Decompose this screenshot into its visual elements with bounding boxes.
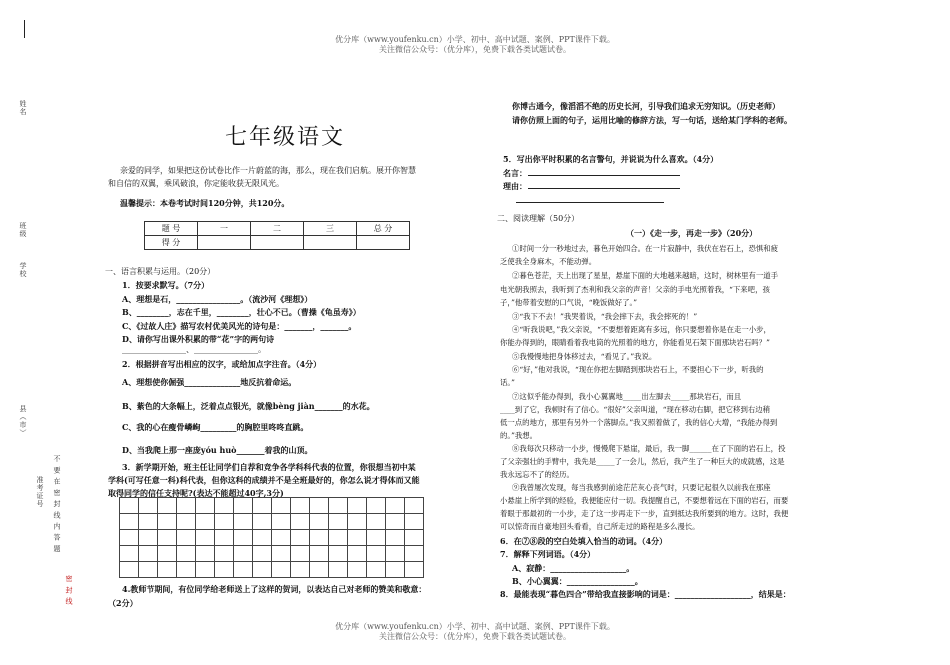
q4-line-1: 4.教师节期间，有位同学给老师送上了这样的贺词，以表达自己对老师的赞美和敬意：	[122, 584, 427, 594]
q1-prompt: 1．按要求默写。（7分）	[122, 280, 210, 290]
para-3: ③“我下不去！”我哭着说，“我会摔下去，我会摔死的！”	[512, 312, 698, 321]
para-2b: 电光朝我照去，我听到了杰利和我父亲的声音！父亲的手电光照着我，“下来吧，孩	[500, 285, 770, 294]
q1c: C、《过故人庄》描写农村优美风光的诗句是：_______，_______。	[122, 321, 357, 331]
score-input-cell[interactable]	[198, 236, 251, 250]
margin-county-label: 县（市）	[19, 405, 27, 437]
margin-seal-label: 密 封 线	[65, 575, 73, 606]
r-instruction: 请你仿照上面的句子，运用比喻的修辞方法，写一句话，送给某门学科的老师。	[512, 115, 792, 125]
score-input-cell[interactable]	[357, 236, 410, 250]
para-7d: 的。”我想。	[500, 431, 538, 440]
q1d-line-1: D、请你写出课外积累的带“花”字的两句诗	[122, 334, 275, 344]
q5-prompt: 5．写出你平时积累的名言警句，并说说为什么喜欢。（4分）	[503, 154, 719, 164]
q2d: D、当我爬上那一座庞yóu huò_______着我的山顶。	[122, 445, 313, 455]
q1d-line-2: ________________、________________。	[122, 345, 266, 354]
para-9d: 可以惊奇而自豪地回头看看，自己所走过的路程是多么漫长。	[500, 522, 700, 531]
q5-extra-line[interactable]	[516, 194, 664, 203]
para-9c: 着眼于那最初的一小步，走了这一步再走下一步，直到抵达我所要到的地方。这时，我便	[500, 509, 789, 518]
score-input-cell[interactable]	[304, 236, 357, 250]
q4-line-2: （2分）	[108, 598, 138, 608]
intro-tip: 温馨提示：本卷考试时间120分钟，共120分。	[120, 198, 290, 208]
q5-name-line[interactable]	[528, 167, 680, 176]
intro-line-1: 亲爱的同学，如果把这份试卷比作一片蔚蓝的海，那么，现在我们启航。展开你智慧	[120, 166, 416, 175]
para-8b: 了父亲强壮的手臂中，我先是_____了一会儿，然后，我产生了一种巨大的成就感，这是	[500, 457, 785, 466]
para-7c: 低一点的地方，那里有另外一个落脚点。”我又照着做了，我的信心大增，“我能办得到	[500, 418, 778, 427]
section-1-heading: 一、语言积累与运用。（20分）	[105, 267, 216, 276]
para-8a: ⑧我每次只移动一小步，慢慢爬下悬崖，最后，我一脚______在了下面的岩石上，投	[512, 444, 786, 453]
para-4a: ④“听我说吧，”我父亲说，“不要想着距离有多远，你只要想着你是在走一小步，	[512, 325, 771, 334]
q2-prompt: 2．根据拼音写出相应的汉字，或给加点字注音。（4分）	[122, 359, 322, 369]
para-6a: ⑥“好，”他对我说，“现在你把左脚踏到那块岩石上，不要担心下一步，听我的	[512, 365, 764, 374]
para-9a: ⑨我曾屡次发现，每当我感到前途茫茫灰心丧气时，只要记起很久以前我在那座	[512, 483, 771, 492]
score-header-cell: 二	[251, 222, 304, 236]
q1b: B、________，志在千里，________，壮心不已。（曹操《龟虽寿》）	[122, 307, 361, 317]
q7a: A、寂静：___________________。	[512, 563, 635, 573]
r-example: 你博古通今，像滔滔不绝的历史长河，引导我们追求无穷知识。（历史老师）	[512, 101, 780, 111]
q3-line-3: 取得同学的信任支持呢?(表达不能超过40字,3分)	[108, 488, 284, 498]
q1a: A、理想是石，________________。（流沙河《理想》）	[122, 294, 313, 304]
margin-no-answer-note: 不 要 在 密 封 线 内 答 题	[53, 455, 61, 553]
score-header-cell: 三	[304, 222, 357, 236]
score-table	[144, 221, 410, 250]
q5-reason-line[interactable]	[528, 180, 680, 189]
para-2a: ②暮色苍茫，天上出现了星星，悬崖下面的大地越来越暗，这时，树林里有一道手	[512, 271, 779, 280]
para-1a: ①时间一分一秒地过去，暮色开始四合。在一片寂静中，我伏在岩石上，恐惧和疲	[512, 244, 779, 253]
para-4b: 你能办得到的，眼睛看着我电筒的光照着的地方，你能看见石架下面那块岩石吗？”	[500, 338, 770, 347]
intro-line-2: 和自信的双翼，乘风破浪，你定能收获无限风光。	[108, 179, 284, 188]
margin-name-label: 姓名	[19, 100, 27, 116]
score-header-cell: 总 分	[357, 222, 410, 236]
para-8c: 我永远忘不了的经历。	[500, 470, 574, 479]
score-input-cell[interactable]	[251, 236, 304, 250]
q3-line-1: 3．新学期开始，班主任让同学们自荐和竞争各学科科代表的位置，你很想当初中某	[122, 462, 416, 472]
q3-line-2: 学科(可写任意一科)科代表，但你这科的成绩并不是全班最好的，你怎么说才得体而又能	[108, 475, 420, 485]
reading-title: （一）《走一步，再走一步》（20分）	[626, 228, 758, 238]
header-line-2: 关注微信公众号：（优分库），免费下载各类试题试卷。	[379, 45, 571, 54]
margin-rule	[24, 20, 25, 38]
writing-grid[interactable]	[119, 497, 424, 578]
q8-prompt: 8．最能表现“暮色四合”带给我直接影响的词是：___________________，结果是：	[500, 589, 791, 599]
para-7a: ⑦这似乎能办得到，我小心翼翼地_____出左脚去_____那块岩石，而且	[512, 392, 742, 401]
footer-line-1: 优分库（www.youfenku.cn）小学、初中、高中试题、案例、PPT课件下载。	[335, 622, 615, 631]
q5-reason-label: 理由：	[503, 181, 527, 191]
score-header-cell: 一	[198, 222, 251, 236]
q2b: B、紫色的大条幅上，泛着点点银光，就像bèng jiàn_______的水花。	[122, 401, 375, 411]
page-title: 七年级语文	[225, 125, 346, 150]
q5-name-label: 名言：	[503, 168, 527, 178]
q6-prompt: 6．在⑦⑧段的空白处填入恰当的动词。（4分）	[500, 536, 668, 546]
para-5: ⑤我慢慢地把身体移过去，“看见了。”我说。	[512, 352, 657, 361]
header-line-1: 优分库（www.youfenku.cn）小学、初中、高中试题、案例、PPT课件下载。	[335, 35, 615, 44]
margin-class-label: 班级	[19, 222, 27, 238]
q7-prompt: 7．解释下列词语。（4分）	[500, 549, 596, 559]
para-1b: 乏使我全身麻木，不能动弹。	[500, 257, 597, 266]
q7b: B、小心翼翼：_________________。	[512, 576, 643, 586]
footer-line-2: 关注微信公众号：（优分库），免费下载各类试题试卷。	[379, 632, 571, 641]
q2a: A、理想使你倔强______________地反抗着命运。	[122, 377, 297, 387]
score-header-cell: 题 号	[145, 222, 198, 236]
section-2-heading: 二、阅读理解（50分）	[497, 214, 580, 223]
para-7b: ____到了它，我顿时有了信心。“很好”父亲叫道，“现在移动右脚，把它移到右边稍	[500, 405, 771, 414]
margin-school-label: 学校	[19, 262, 27, 278]
margin-exam-no-label: 准考证号	[36, 476, 44, 508]
para-2c: 子，”他带着安慰的口气说，“晚饭做好了。”	[500, 298, 637, 307]
q2c: C、我的心在瘦骨嶙峋_________的胸腔里咚咚直跳。	[122, 422, 309, 432]
para-6b: 话。”	[500, 378, 515, 387]
para-9b: 小悬崖上所学到的经验，我便能应付一切。我提醒自己，不要想着远在下面的岩石，而要	[500, 496, 789, 505]
score-label-cell: 得 分	[145, 236, 198, 250]
